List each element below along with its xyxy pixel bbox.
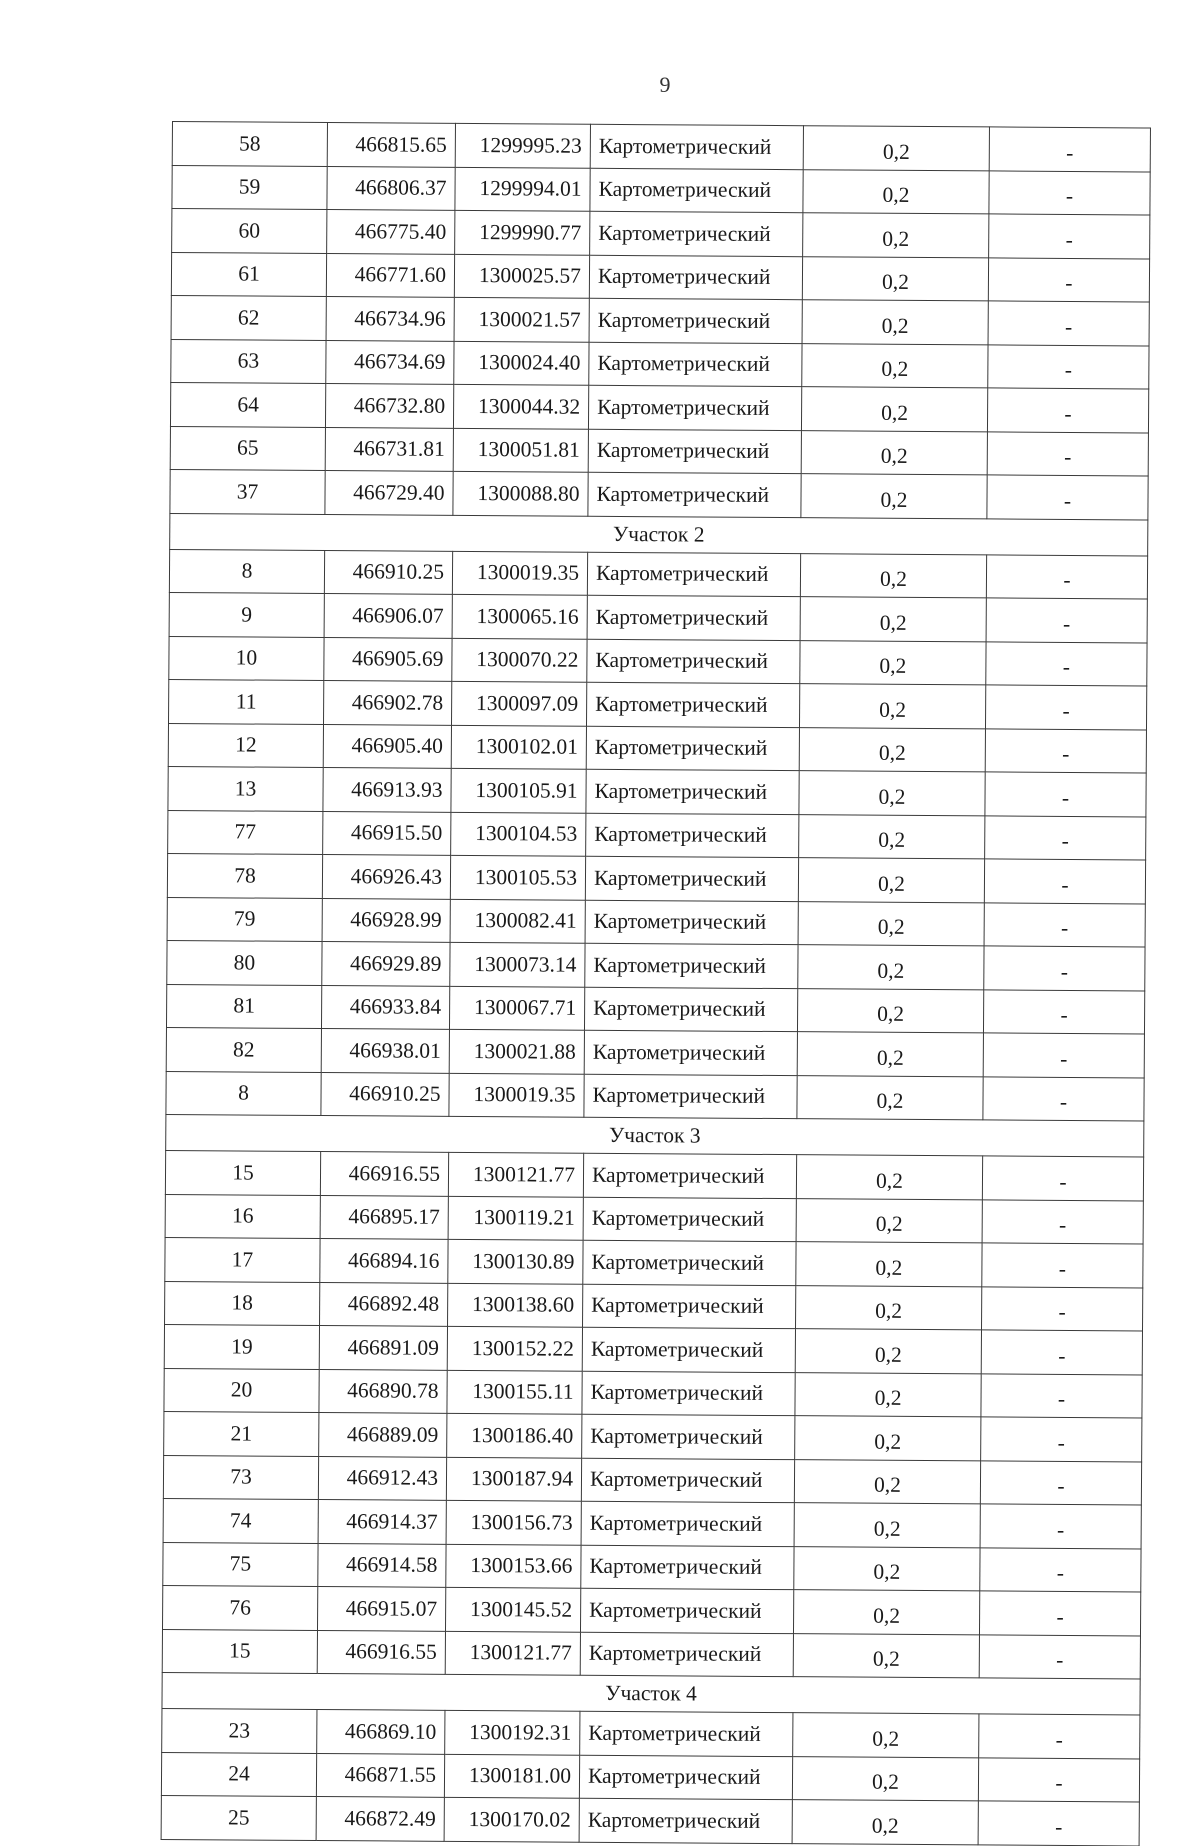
point-number-cell: 18: [165, 1281, 320, 1326]
accuracy-cell: 0,2: [803, 213, 989, 258]
method-cell: Картометрический: [587, 639, 800, 684]
note-cell: -: [980, 1547, 1141, 1592]
note-cell: -: [982, 1243, 1143, 1288]
point-number-cell: 77: [168, 810, 323, 855]
note-cell: -: [987, 475, 1148, 520]
y-coordinate-cell: 1300088.80: [453, 471, 588, 515]
point-number-cell: 12: [168, 723, 323, 768]
method-cell: Картометрический: [587, 552, 800, 597]
table-row: [162, 1585, 1140, 1635]
accuracy-cell: 0,2: [793, 1590, 979, 1635]
y-coordinate-cell: 1300152.22: [447, 1326, 582, 1370]
method-cell: Картометрический: [585, 856, 798, 901]
table-row: [166, 984, 1144, 1034]
method-cell: Картометрический: [586, 726, 799, 771]
accuracy-cell: 0,2: [796, 1198, 982, 1243]
note-cell: -: [979, 1714, 1140, 1759]
method-cell: Картометрический: [590, 211, 803, 256]
accuracy-cell: 0,2: [797, 1032, 983, 1077]
coordinates-table-body: [161, 122, 1150, 1846]
table-row: [162, 1708, 1140, 1758]
table-row: [171, 252, 1149, 302]
point-number-cell: 37: [170, 469, 325, 514]
note-cell: -: [980, 1460, 1141, 1505]
coordinates-table: [161, 121, 1151, 1846]
table-row: [164, 1324, 1142, 1374]
x-coordinate-cell: 466729.40: [325, 471, 453, 515]
section-title: Участок 2: [170, 513, 1148, 555]
accuracy-cell: 0,2: [798, 945, 984, 990]
table-row: [169, 679, 1147, 729]
method-cell: Картометрический: [584, 1030, 797, 1075]
point-number-cell: 58: [172, 122, 327, 167]
table-row: [172, 122, 1150, 172]
method-cell: Картометрический: [589, 342, 802, 387]
accuracy-cell: 0,2: [800, 597, 986, 642]
table-row: [167, 897, 1145, 947]
accuracy-cell: 0,2: [803, 169, 989, 214]
method-cell: Картометрический: [589, 298, 802, 343]
method-cell: Картометрический: [580, 1711, 793, 1756]
table-row: [164, 1411, 1142, 1461]
note-cell: -: [987, 431, 1148, 476]
point-number-cell: 19: [164, 1324, 319, 1369]
table-row: [165, 1281, 1143, 1331]
method-cell: Картометрический: [583, 1240, 796, 1285]
table-row: [162, 1629, 1140, 1679]
x-coordinate-cell: 466906.07: [324, 594, 452, 638]
table-row: [165, 1150, 1143, 1200]
accuracy-cell: 0,2: [799, 727, 985, 772]
note-cell: -: [978, 1757, 1139, 1802]
method-cell: Картометрический: [580, 1588, 793, 1633]
x-coordinate-cell: 466892.48: [320, 1282, 448, 1326]
accuracy-cell: 0,2: [792, 1800, 978, 1845]
method-cell: Картометрический: [587, 595, 800, 640]
table-row: [169, 549, 1147, 599]
accuracy-cell: 0,2: [797, 988, 983, 1033]
table-row: [161, 1795, 1139, 1845]
point-number-cell: 9: [169, 592, 324, 637]
point-number-cell: 23: [162, 1708, 317, 1753]
note-cell: -: [982, 1156, 1143, 1201]
point-number-cell: 20: [164, 1368, 319, 1413]
accuracy-cell: 0,2: [799, 814, 985, 859]
point-number-cell: 75: [163, 1542, 318, 1587]
note-cell: -: [981, 1417, 1142, 1462]
accuracy-cell: 0,2: [801, 474, 987, 519]
page-number: 9: [659, 72, 671, 97]
accuracy-cell: 0,2: [802, 343, 988, 388]
note-cell: -: [984, 859, 1145, 904]
table-row: [164, 1368, 1142, 1418]
y-coordinate-cell: 1300025.57: [454, 254, 589, 298]
accuracy-cell: 0,2: [794, 1459, 980, 1504]
accuracy-cell: 0,2: [799, 771, 985, 816]
y-coordinate-cell: 1300070.22: [452, 638, 587, 682]
y-coordinate-cell: 1300021.57: [454, 297, 589, 341]
point-number-cell: 21: [164, 1411, 319, 1456]
x-coordinate-cell: 466806.37: [327, 166, 455, 210]
table-row: [172, 165, 1150, 215]
note-cell: -: [983, 989, 1144, 1034]
x-coordinate-cell: 466912.43: [318, 1456, 446, 1500]
point-number-cell: 78: [167, 853, 322, 898]
table-row: [165, 1237, 1143, 1287]
x-coordinate-cell: 466916.55: [320, 1152, 448, 1196]
table-row: [161, 1752, 1139, 1802]
y-coordinate-cell: 1300105.53: [450, 855, 585, 899]
note-cell: -: [978, 1801, 1139, 1846]
method-cell: Картометрический: [589, 255, 802, 300]
table-row: [171, 339, 1149, 389]
accuracy-cell: 0,2: [793, 1633, 979, 1678]
point-number-cell: 65: [170, 426, 325, 471]
accuracy-cell: 0,2: [803, 126, 989, 171]
table-row: [163, 1542, 1141, 1592]
point-number-cell: 17: [165, 1237, 320, 1282]
method-cell: Картометрический: [579, 1798, 792, 1843]
method-cell: Картометрический: [585, 900, 798, 945]
method-cell: Картометрический: [582, 1414, 795, 1459]
note-cell: -: [983, 1033, 1144, 1078]
method-cell: Картометрический: [581, 1545, 794, 1590]
accuracy-cell: 0,2: [793, 1713, 979, 1758]
y-coordinate-cell: 1300065.16: [452, 594, 587, 638]
note-cell: -: [985, 815, 1146, 860]
note-cell: -: [986, 554, 1147, 599]
table-row: [163, 1455, 1141, 1505]
y-coordinate-cell: 1300051.81: [453, 428, 588, 472]
table-row: [167, 853, 1145, 903]
x-coordinate-cell: 466914.37: [318, 1500, 446, 1544]
point-number-cell: 76: [162, 1585, 317, 1630]
x-coordinate-cell: 466775.40: [327, 210, 455, 254]
y-coordinate-cell: 1300170.02: [444, 1797, 579, 1841]
y-coordinate-cell: 1300186.40: [447, 1413, 582, 1457]
y-coordinate-cell: 1300102.01: [451, 725, 586, 769]
table-row: [166, 1071, 1144, 1121]
accuracy-cell: 0,2: [795, 1416, 981, 1461]
point-number-cell: 74: [163, 1498, 318, 1543]
y-coordinate-cell: 1300104.53: [451, 812, 586, 856]
x-coordinate-cell: 466910.25: [321, 1072, 449, 1116]
point-number-cell: 15: [162, 1629, 317, 1674]
point-number-cell: 62: [171, 295, 326, 340]
table-row: [171, 295, 1149, 345]
point-number-cell: 13: [168, 766, 323, 811]
point-number-cell: 80: [167, 940, 322, 985]
y-coordinate-cell: 1299994.01: [455, 167, 590, 211]
y-coordinate-cell: 1300073.14: [450, 942, 585, 986]
y-coordinate-cell: 1300121.77: [445, 1631, 580, 1675]
x-coordinate-cell: 466891.09: [319, 1326, 447, 1370]
x-coordinate-cell: 466889.09: [319, 1413, 447, 1457]
table-row: [163, 1498, 1141, 1548]
method-cell: Картометрический: [579, 1755, 792, 1800]
table-row: [170, 426, 1148, 476]
note-cell: -: [979, 1591, 1140, 1636]
x-coordinate-cell: 466910.25: [324, 550, 452, 594]
y-coordinate-cell: 1300192.31: [445, 1710, 580, 1754]
x-coordinate-cell: 466915.07: [317, 1586, 445, 1630]
point-number-cell: 81: [166, 984, 321, 1029]
point-number-cell: 73: [163, 1455, 318, 1500]
note-cell: -: [985, 772, 1146, 817]
point-number-cell: 61: [171, 252, 326, 297]
x-coordinate-cell: 466902.78: [324, 681, 452, 725]
x-coordinate-cell: 466913.93: [323, 768, 451, 812]
y-coordinate-cell: 1299995.23: [455, 123, 590, 167]
x-coordinate-cell: 466926.43: [322, 855, 450, 899]
method-cell: Картометрический: [586, 769, 799, 814]
x-coordinate-cell: 466734.69: [326, 340, 454, 384]
x-coordinate-cell: 466933.84: [321, 985, 449, 1029]
point-number-cell: 82: [166, 1027, 321, 1072]
x-coordinate-cell: 466869.10: [317, 1709, 445, 1753]
x-coordinate-cell: 466905.40: [323, 724, 451, 768]
accuracy-cell: 0,2: [794, 1503, 980, 1548]
y-coordinate-cell: 1300121.77: [448, 1152, 583, 1196]
accuracy-cell: 0,2: [795, 1329, 981, 1374]
note-cell: -: [988, 257, 1149, 302]
note-cell: -: [979, 1634, 1140, 1679]
accuracy-cell: 0,2: [794, 1546, 980, 1591]
note-cell: -: [982, 1286, 1143, 1331]
point-number-cell: 60: [172, 209, 327, 254]
note-cell: -: [981, 1373, 1142, 1418]
x-coordinate-cell: 466734.96: [326, 297, 454, 341]
method-cell: Картометрический: [581, 1458, 794, 1503]
accuracy-cell: 0,2: [800, 553, 986, 598]
accuracy-cell: 0,2: [795, 1372, 981, 1417]
method-cell: Картометрический: [583, 1284, 796, 1329]
point-number-cell: 25: [161, 1795, 316, 1840]
method-cell: Картометрический: [585, 943, 798, 988]
table-row: [167, 940, 1145, 990]
method-cell: Картометрический: [582, 1371, 795, 1416]
note-cell: -: [986, 598, 1147, 643]
note-cell: -: [984, 946, 1145, 991]
accuracy-cell: 0,2: [799, 684, 985, 729]
accuracy-cell: 0,2: [798, 901, 984, 946]
method-cell: Картометрический: [583, 1197, 796, 1242]
y-coordinate-cell: 1300156.73: [446, 1500, 581, 1544]
y-coordinate-cell: 1300145.52: [445, 1587, 580, 1631]
accuracy-cell: 0,2: [802, 300, 988, 345]
x-coordinate-cell: 466895.17: [320, 1195, 448, 1239]
method-cell: Картометрический: [584, 1074, 797, 1119]
method-cell: Картометрический: [590, 124, 803, 169]
x-coordinate-cell: 466815.65: [327, 123, 455, 167]
y-coordinate-cell: 1300044.32: [453, 384, 588, 428]
y-coordinate-cell: 1300024.40: [454, 341, 589, 385]
method-cell: Картометрический: [583, 1153, 796, 1198]
note-cell: -: [988, 344, 1149, 389]
x-coordinate-cell: 466916.55: [317, 1630, 445, 1674]
y-coordinate-cell: 1300067.71: [449, 986, 584, 1030]
y-coordinate-cell: 1299990.77: [455, 210, 590, 254]
table-row: [168, 766, 1146, 816]
note-cell: -: [989, 214, 1150, 259]
x-coordinate-cell: 466914.58: [318, 1543, 446, 1587]
x-coordinate-cell: 466929.89: [322, 942, 450, 986]
method-cell: Картометрический: [580, 1632, 793, 1677]
point-number-cell: 59: [172, 165, 327, 210]
x-coordinate-cell: 466915.50: [323, 811, 451, 855]
accuracy-cell: 0,2: [796, 1155, 982, 1200]
method-cell: Картометрический: [584, 987, 797, 1032]
point-number-cell: 64: [170, 382, 325, 427]
y-coordinate-cell: 1300097.09: [452, 681, 587, 725]
section-title: Участок 3: [166, 1114, 1144, 1156]
method-cell: Картометрический: [586, 682, 799, 727]
y-coordinate-cell: 1300019.35: [452, 551, 587, 595]
y-coordinate-cell: 1300021.88: [449, 1029, 584, 1073]
table-row: [172, 209, 1150, 259]
table-row: [168, 723, 1146, 773]
method-cell: Картометрический: [586, 813, 799, 858]
point-number-cell: 10: [169, 636, 324, 681]
point-number-cell: 24: [161, 1752, 316, 1797]
y-coordinate-cell: 1300130.89: [448, 1239, 583, 1283]
point-number-cell: 63: [171, 339, 326, 384]
accuracy-cell: 0,2: [801, 430, 987, 475]
note-cell: -: [982, 1199, 1143, 1244]
x-coordinate-cell: 466872.49: [316, 1796, 444, 1840]
accuracy-cell: 0,2: [802, 256, 988, 301]
accuracy-cell: 0,2: [801, 387, 987, 432]
x-coordinate-cell: 466938.01: [321, 1029, 449, 1073]
x-coordinate-cell: 466771.60: [326, 253, 454, 297]
y-coordinate-cell: 1300181.00: [444, 1754, 579, 1798]
point-number-cell: 11: [169, 679, 324, 724]
y-coordinate-cell: 1300082.41: [450, 899, 585, 943]
x-coordinate-cell: 466732.80: [325, 384, 453, 428]
method-cell: Картометрический: [588, 429, 801, 474]
note-cell: -: [987, 388, 1148, 433]
table-row: [170, 382, 1148, 432]
method-cell: Картометрический: [588, 385, 801, 430]
section-title: Участок 4: [162, 1672, 1140, 1714]
note-cell: -: [981, 1330, 1142, 1375]
note-cell: -: [984, 902, 1145, 947]
note-cell: -: [986, 641, 1147, 686]
x-coordinate-cell: 466905.69: [324, 637, 452, 681]
note-cell: -: [989, 170, 1150, 215]
y-coordinate-cell: 1300119.21: [448, 1196, 583, 1240]
point-number-cell: 16: [165, 1194, 320, 1239]
note-cell: -: [980, 1504, 1141, 1549]
table-row: [170, 469, 1148, 519]
note-cell: -: [989, 127, 1150, 172]
point-number-cell: 8: [169, 549, 324, 594]
accuracy-cell: 0,2: [796, 1285, 982, 1330]
point-number-cell: 15: [165, 1150, 320, 1195]
note-cell: -: [988, 301, 1149, 346]
y-coordinate-cell: 1300138.60: [448, 1283, 583, 1327]
accuracy-cell: 0,2: [797, 1075, 983, 1120]
accuracy-cell: 0,2: [796, 1242, 982, 1287]
y-coordinate-cell: 1300153.66: [446, 1544, 581, 1588]
note-cell: -: [983, 1076, 1144, 1121]
y-coordinate-cell: 1300105.91: [451, 768, 586, 812]
accuracy-cell: 0,2: [800, 640, 986, 685]
table-row: [169, 592, 1147, 642]
x-coordinate-cell: 466871.55: [316, 1753, 444, 1797]
note-cell: -: [985, 685, 1146, 730]
table-row: [169, 636, 1147, 686]
method-cell: Картометрический: [582, 1327, 795, 1372]
y-coordinate-cell: 1300155.11: [447, 1370, 582, 1414]
table-row: [166, 1027, 1144, 1077]
point-number-cell: 8: [166, 1071, 321, 1116]
method-cell: Картометрический: [590, 168, 803, 213]
x-coordinate-cell: 466928.99: [322, 898, 450, 942]
method-cell: Картометрический: [581, 1501, 794, 1546]
table-row: [165, 1194, 1143, 1244]
table-row: [168, 810, 1146, 860]
note-cell: -: [985, 728, 1146, 773]
y-coordinate-cell: 1300187.94: [446, 1457, 581, 1501]
point-number-cell: 79: [167, 897, 322, 942]
x-coordinate-cell: 466890.78: [319, 1369, 447, 1413]
x-coordinate-cell: 466731.81: [325, 427, 453, 471]
accuracy-cell: 0,2: [798, 858, 984, 903]
x-coordinate-cell: 466894.16: [320, 1239, 448, 1283]
method-cell: Картометрический: [588, 472, 801, 517]
accuracy-cell: 0,2: [792, 1756, 978, 1801]
coordinates-table-wrapper: [161, 121, 1150, 1846]
y-coordinate-cell: 1300019.35: [449, 1073, 584, 1117]
